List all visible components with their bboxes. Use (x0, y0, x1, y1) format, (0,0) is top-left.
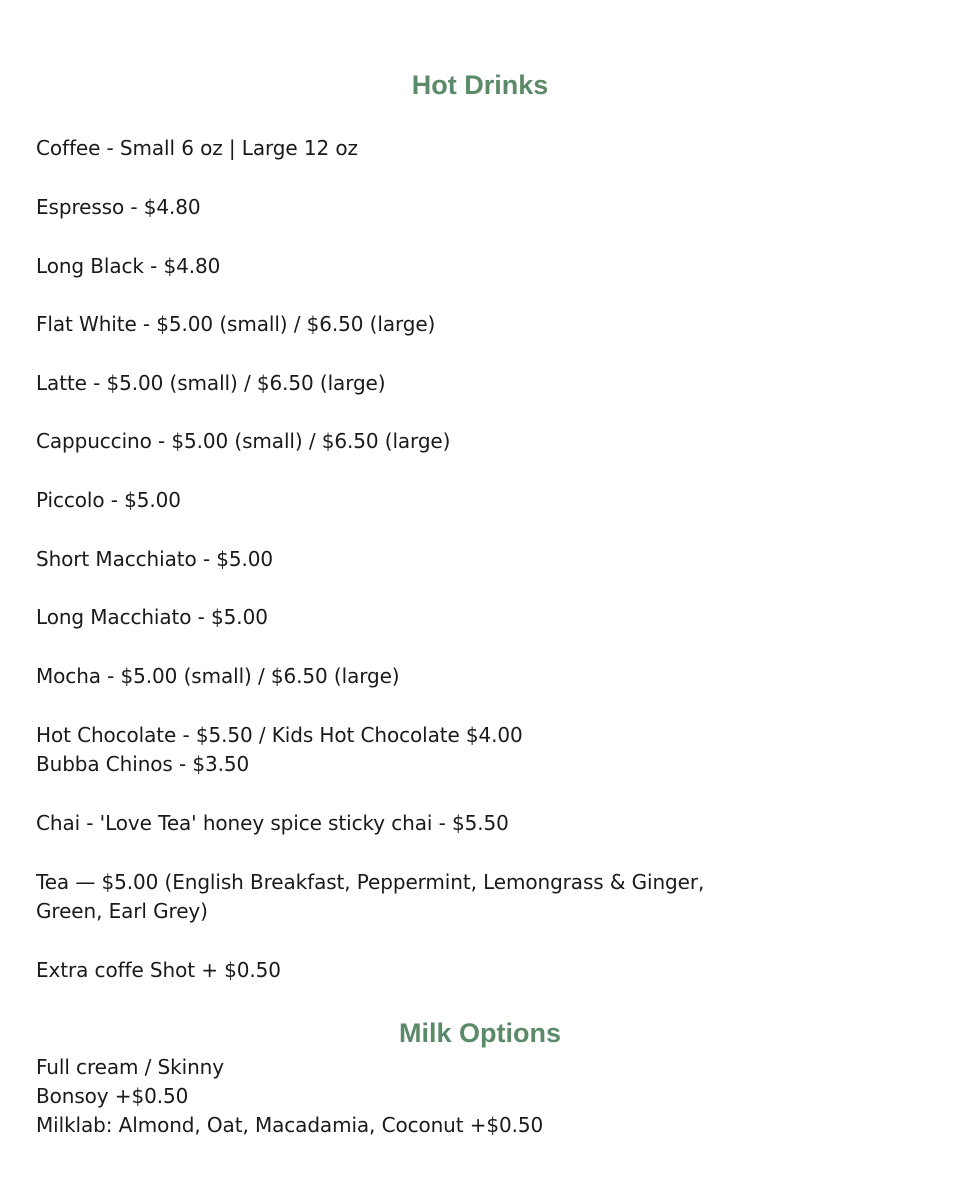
menu-item-short-macchiato: Short Macchiato - $5.00 (36, 547, 273, 571)
menu-item-cappuccino: Cappuccino - $5.00 (small) / $6.50 (large) (36, 429, 451, 453)
milk-option-full-cream: Full cream / Skinny (36, 1055, 224, 1079)
hot-drinks-title: Hot Drinks (411, 70, 549, 100)
menu-item-piccolo: Piccolo - $5.00 (36, 488, 181, 512)
menu-item-long-black: Long Black - $4.80 (36, 254, 221, 278)
milk-options-title: Milk Options (399, 1018, 561, 1048)
menu-item-bubba-chinos: Bubba Chinos - $3.50 (36, 752, 250, 776)
milk-option-milklab: Milklab: Almond, Oat, Macadamia, Coconut +$0.50 (36, 1113, 544, 1137)
menu-item-hot-chocolate: Hot Chocolate - $5.50 / Kids Hot Chocolate $4.00 (36, 723, 523, 747)
menu-item-mocha: Mocha - $5.00 (small) / $6.50 (large) (36, 664, 400, 688)
menu-item-chai: Chai - 'Love Tea' honey spice sticky chai - $5.50 (36, 811, 509, 835)
menu-item-long-macchiato: Long Macchiato - $5.00 (36, 605, 268, 629)
menu-item-tea-continued: Green, Earl Grey) (36, 899, 208, 923)
menu-item-tea: Tea — $5.00 (English Breakfast, Peppermint, Lemongrass & Ginger, (36, 870, 705, 894)
menu-item-flat-white: Flat White - $5.00 (small) / $6.50 (large) (36, 312, 436, 336)
menu-item-latte: Latte - $5.00 (small) / $6.50 (large) (36, 371, 386, 395)
menu-item-extra-shot: Extra coffe Shot + $0.50 (36, 958, 281, 982)
menu-item-coffee: Coffee - Small 6 oz | Large 12 oz (36, 136, 358, 160)
milk-option-bonsoy: Bonsoy +$0.50 (36, 1084, 189, 1108)
menu-item-espresso: Espresso - $4.80 (36, 195, 201, 219)
